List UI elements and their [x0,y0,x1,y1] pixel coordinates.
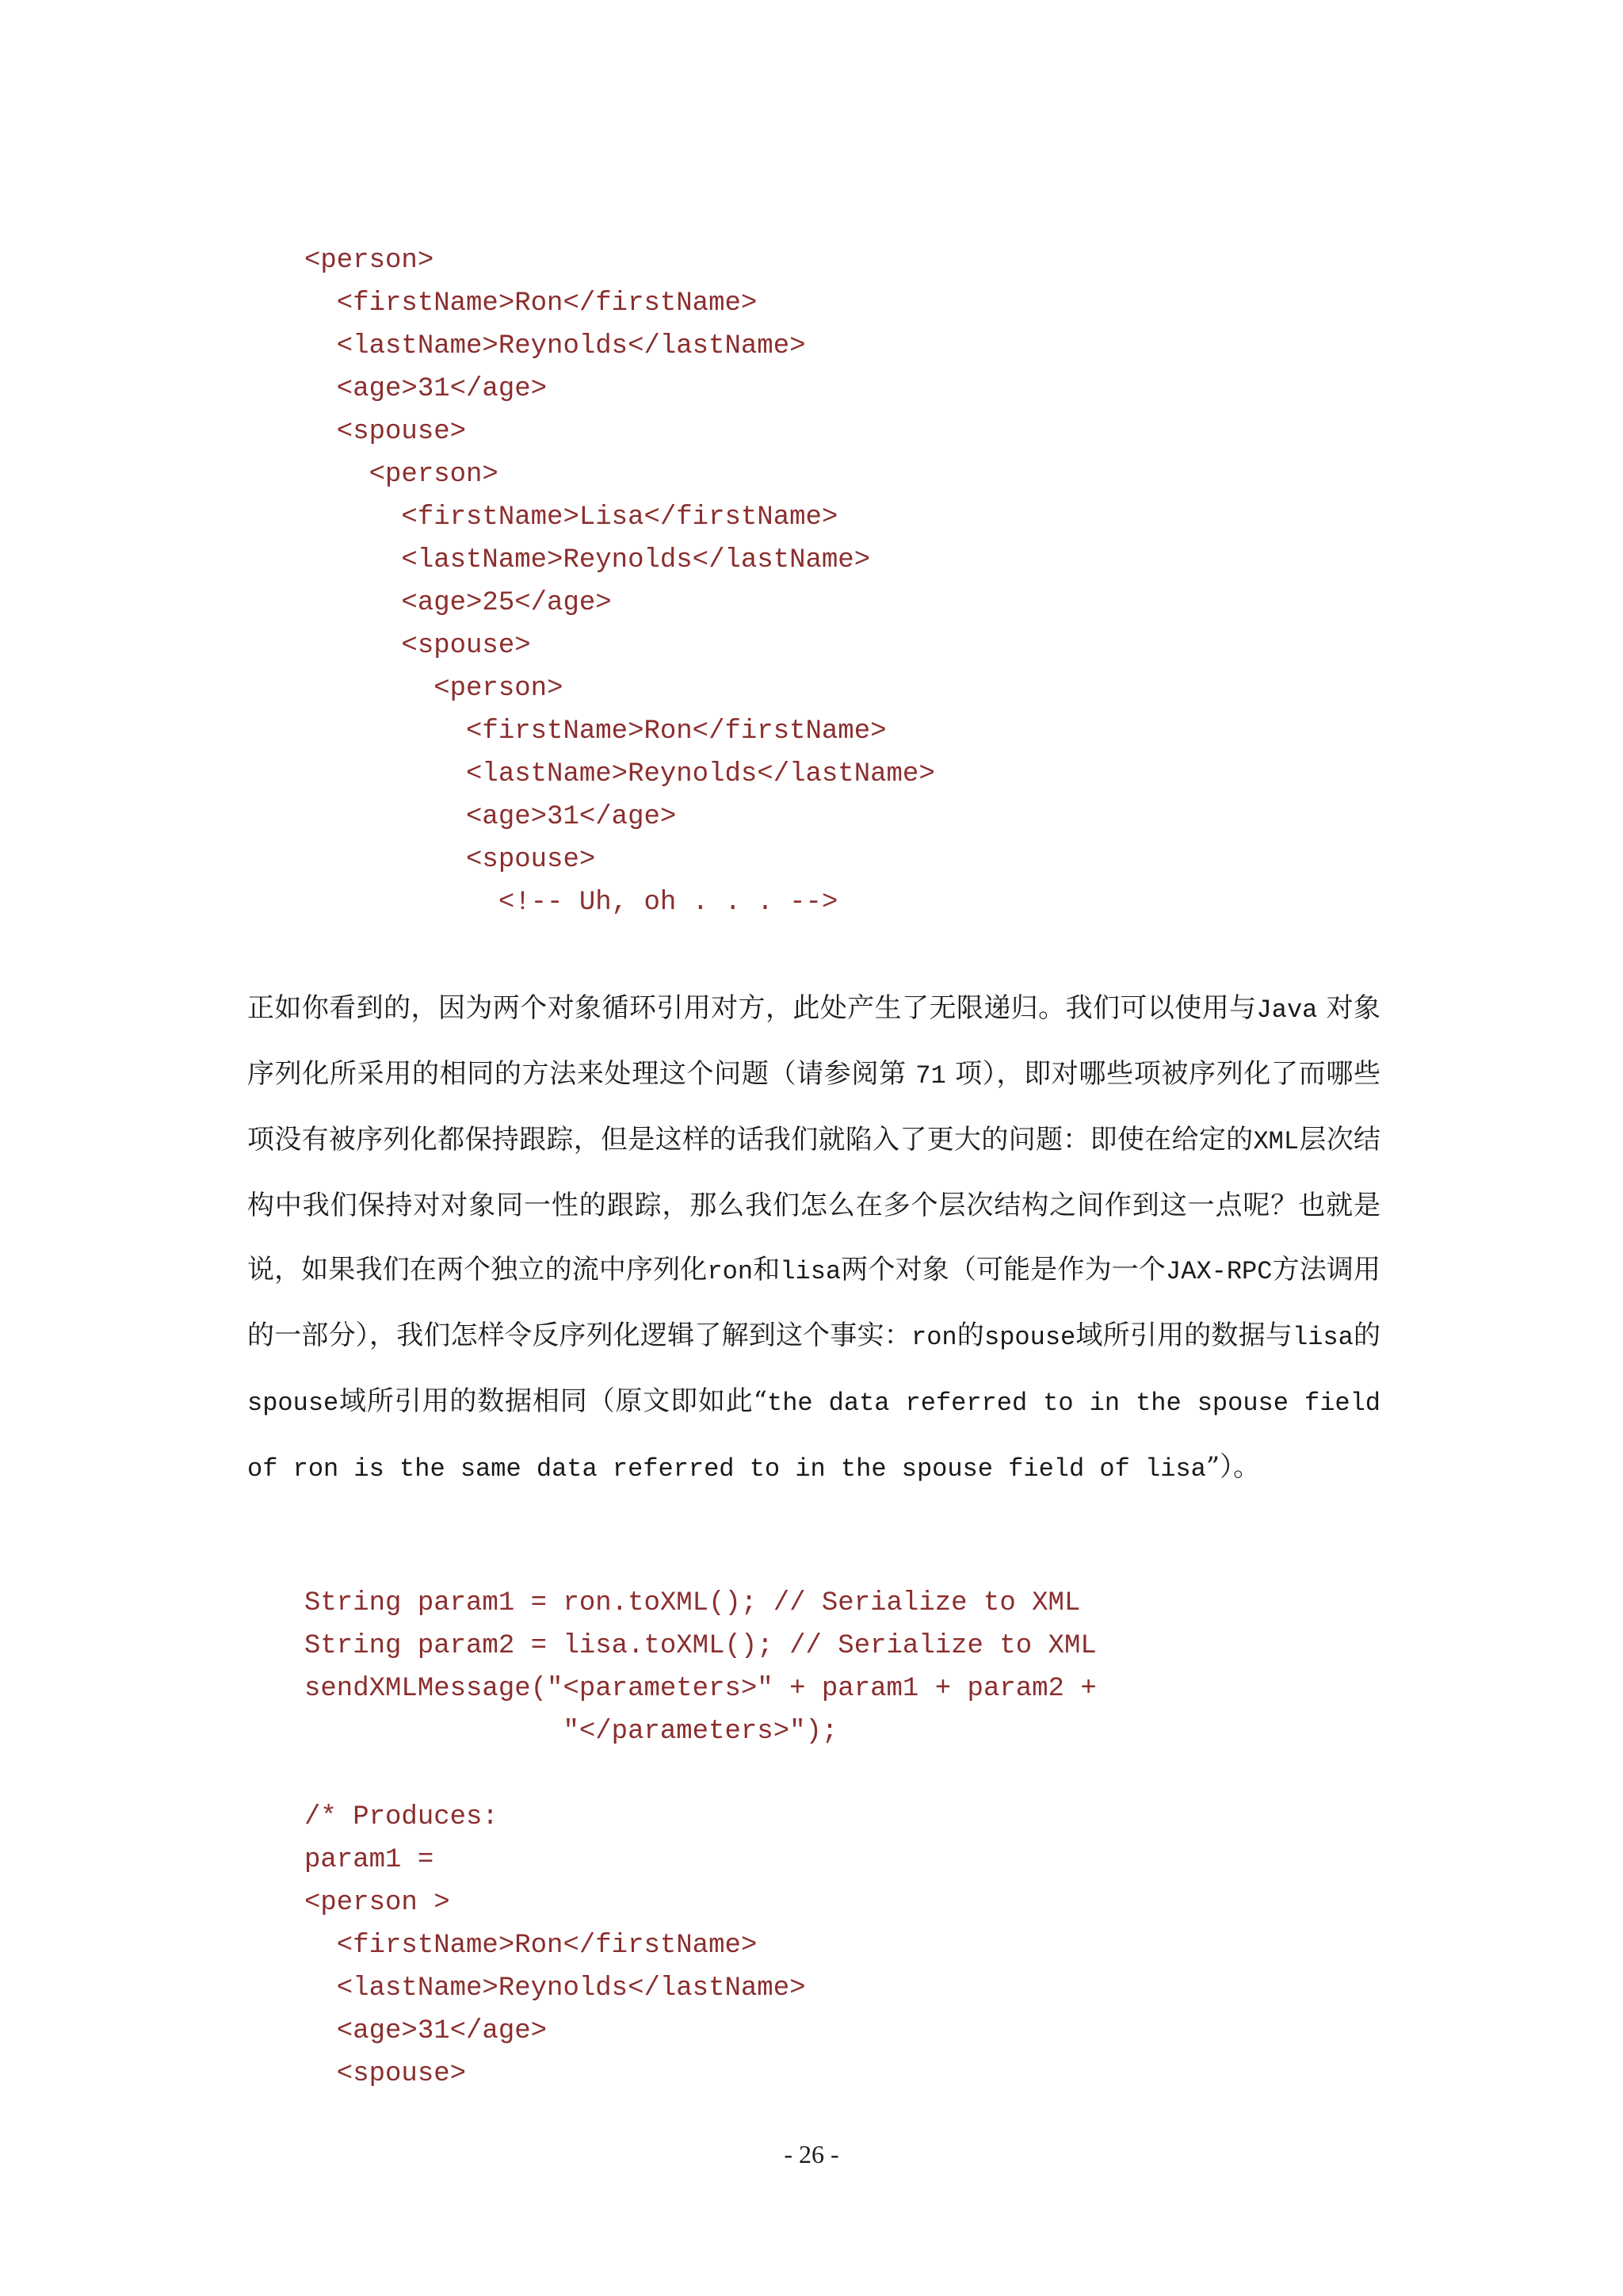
inline-code: JAX-RPC [1166,1257,1273,1286]
inline-code: spouse [984,1323,1076,1352]
inline-code: XML [1253,1127,1300,1156]
text-run: 正如你看到的，因为两个对象循环引用对方，此处产生了无限递归。我们可以使用与 [247,992,1257,1024]
text-run: 层次结构中我们保持对对象同一性的跟踪，那么我们怎么在多个层次结构之间作到这一点呢？也就是说，如果我们在两个独立的流中序列化 [247,1124,1381,1286]
page-number: - 26 - [784,2140,839,2168]
code-line: <!-- Uh, oh . . . --> [304,888,838,918]
code-line: sendXMLMessage("<parameters>" + param1 + param2 + [304,1674,1097,1704]
code-line: <firstName>Lisa</firstName> [304,502,838,533]
code-line: <person> [304,246,434,276]
code-line: <person> [304,460,498,490]
text-run: 域所引用的数据相同（原文即如此“ [338,1385,768,1417]
code-line: <firstName>Ron</firstName> [304,1931,758,1961]
code-line: <spouse> [304,417,467,447]
inline-code: lisa [1293,1323,1354,1352]
code-block-produces [304,1796,806,2095]
inline-code: ron [707,1257,754,1286]
code-line: <age>31</age> [304,2016,548,2046]
text-run: 方法调用的一部分），我们怎样令反序列化逻辑了解到这个事实： [247,1254,1381,1351]
code-line: <lastName>Reynolds</lastName> [304,759,935,789]
code-line: <person> [304,674,563,704]
text-run: 对象序列化所采用的相同的方法来处理这个问题（请参阅第 [247,992,1381,1090]
text-run: 的 [1353,1320,1381,1351]
code-line: <spouse> [304,2059,467,2089]
paragraph-text [247,976,1381,1501]
code-line: "</parameters>"); [304,1717,838,1747]
text-run: ”）。 [1205,1451,1261,1483]
code-line: String param2 = lisa.toXML(); // Serialize to XML [304,1631,1097,1661]
code-line: <age>25</age> [304,588,612,618]
text-run: 域所引用的数据与 [1075,1320,1293,1351]
text-run: 项），即对哪些项被序列化了而哪些项没有被序列化都保持跟踪，但是这样的话我们就陷入了更大的问题：即使在给定的 [247,1058,1381,1156]
text-run: 两个对象（可能是作为一个 [841,1254,1167,1286]
inline-code: spouse [247,1389,339,1418]
text-run: 的 [957,1320,984,1351]
text-run: 和 [753,1254,781,1286]
java-code-block-serialize [304,1582,1097,1753]
code-line: /* Produces: [304,1802,498,1832]
xml-code-block-recursive [304,239,935,924]
code-line: <firstName>Ron</firstName> [304,288,758,319]
code-line: <firstName>Ron</firstName> [304,716,887,747]
code-line: <person > [304,1888,450,1918]
code-line: <spouse> [304,845,596,875]
body-paragraph [247,976,1381,1501]
inline-code: Java [1256,995,1318,1025]
code-line: String param1 = ron.toXML(); // Serialize to XML [304,1588,1081,1618]
code-line: <lastName>Reynolds</lastName> [304,1973,806,2004]
code-line: <age>31</age> [304,374,548,404]
inline-code: lisa [780,1257,842,1286]
code-line: <lastName>Reynolds</lastName> [304,331,806,361]
code-line: <spouse> [304,631,531,661]
inline-code: ron [911,1323,957,1352]
inline-code: 71 [915,1061,946,1091]
code-line: <lastName>Reynolds</lastName> [304,545,871,575]
code-line: <age>31</age> [304,802,677,832]
code-line: param1 = [304,1845,434,1875]
inline-code: the data referred to in the spouse field of ron is the same data referred to in the spouse field of lisa [247,1389,1381,1484]
